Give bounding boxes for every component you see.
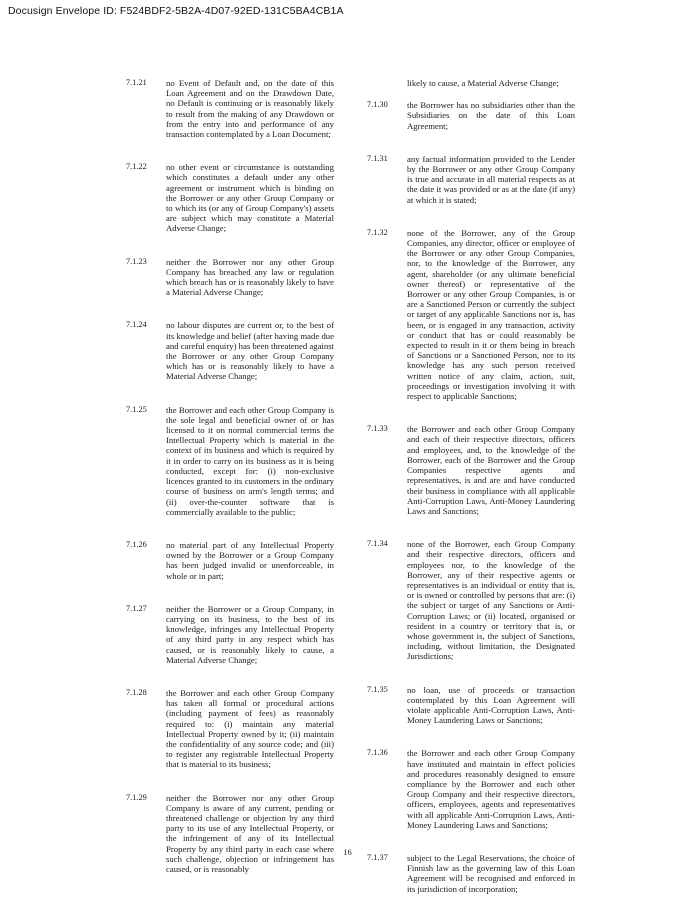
clause-number: 7.1.31 xyxy=(367,153,388,163)
clause-text: no other event or circumstance is outstanding which constitutes a default under any other agreement or instrument which is binding on the Borrower or any other Group Company or to which its (or any of Group Company's) assets are subject which may constitute a Material Adverse Change; xyxy=(166,162,334,234)
clause-text: none of the Borrower, each Group Company and their respective directors, officers and employees nor, to the knowledge of the Borrower, any of their respective agents or representatives is an individual or entity that is, or is owned or controlled by persons that are: (i) the subject or target of any Sanctions or Anti-Corruption Laws; or (ii) located, organised or resident in a country or territory that is, or whose government is, the subject of Sanctions, including, without limitation, the Designated Jurisdictions; xyxy=(407,539,575,662)
clause-number: 7.1.32 xyxy=(367,227,388,237)
clause-number: 7.1.22 xyxy=(126,162,147,172)
clause-7-1-33 xyxy=(367,424,575,516)
clause-number: 7.1.36 xyxy=(367,748,388,758)
clause-continuation: likely to cause, a Material Adverse Change; xyxy=(407,78,559,88)
right-column xyxy=(367,78,575,917)
clause-7-1-25 xyxy=(126,405,334,517)
clause-7-1-23 xyxy=(126,257,334,298)
clause-7-1-24 xyxy=(126,320,334,381)
clause-7-1-32 xyxy=(367,228,575,401)
clause-number: 7.1.29 xyxy=(126,792,147,802)
clause-7-1-35 xyxy=(367,685,575,726)
clause-7-1-22 xyxy=(126,162,334,233)
clause-7-1-27 xyxy=(126,604,334,665)
clause-number: 7.1.28 xyxy=(126,687,147,697)
clause-7-1-34 xyxy=(367,539,575,661)
clause-number: 7.1.23 xyxy=(126,256,147,266)
clause-number: 7.1.21 xyxy=(126,78,147,87)
clause-number: 7.1.30 xyxy=(367,100,388,110)
clause-number: 7.1.35 xyxy=(367,684,388,694)
clause-number: 7.1.33 xyxy=(367,424,388,434)
clause-7-1-28 xyxy=(126,688,334,770)
docusign-envelope-id: Docusign Envelope ID: F524BDF2-5B2A-4D07-92ED-131C5BA4CB1A xyxy=(8,5,344,17)
clause-text: any factual information provided to the Lender by the Borrower or any other Group Company is true and accurate in all material respects as at the date it was provided or as at the date (if any) at which it is stated; xyxy=(407,153,575,205)
clause-text: the Borrower and each other Group Company is the sole legal and beneficial owner of or has licensed to it on normal commercial terms the Intellectual Property which is material in the context of its business and which is required by it in order to carry on its business as it is being conducted, except for: (i) non-exclusive licences granted to its customers in the ordinary course of business on arm's length terms; and (ii) over-the-counter software that is commercially available to the public; xyxy=(166,404,334,517)
clause-7-1-36 xyxy=(367,748,575,830)
clause-number: 7.1.27 xyxy=(126,603,147,613)
clause-number: 7.1.24 xyxy=(126,320,147,330)
clause-7-1-31 xyxy=(367,154,575,205)
clause-number: 7.1.37 xyxy=(367,852,388,862)
clause-text: neither the Borrower nor any other Group Company is aware of any current, pending or threatened challenge or objection by any third party to its use of any Intellectual Property, or the infringement of any of its Intellectual Property by any third party in each case where such challenge, objection or infringement has caused, or is reasonably xyxy=(166,792,334,874)
clause-number: 7.1.34 xyxy=(367,539,388,549)
clause-text: neither the Borrower nor any other Group Company has breached any law or regulation which breach has or is reasonably likely to have a Material Adverse Change; xyxy=(166,256,334,298)
clause-text: the Borrower has no subsidiaries other than the Subsidiaries on the date of this Loan Agreement; xyxy=(407,100,575,131)
clause-text: the Borrower and each other Group Company have instituted and maintain in effect policies and procedures reasonably designed to ensure compliance by the Borrower and each other Group Company and their respective directors, officers, employees, agents and representatives with all applicable Anti-Corruption Laws, Anti-Money Laundering Laws and Sanctions; xyxy=(407,748,575,830)
clause-text: none of the Borrower, any of the Group Companies, any director, officer or employee of the Borrower or any other Group Companies, nor, to the knowledge of the Borrower, any agent, shareholder (or any ultimate beneficial owner thereof) or representative of the Borrower or any other Group Companies, is or are a Sanctioned Person or currently the subject or target of any applicable Sanctions nor is, has been, or is engaged in any transaction, activity or conduct that has or could reasonably be expected to result in it or them being in breach of Sanctions or a Sanctioned Person, nor to its knowledge has any such person received written notice of any claim, action, suit, proceedings or investigation involving it with respect to applicable Sanctions; xyxy=(407,227,575,402)
clause-text: subject to the Legal Reservations, the choice of Finnish law as the governing law of this Loan Agreement will be recognised and enforced in its jurisdiction of incorporation; xyxy=(407,852,575,894)
left-column xyxy=(126,78,334,897)
clause-7-1-37 xyxy=(367,853,575,894)
clause-text: no Event of Default and, on the date of this Loan Agreement and on the Drawdown Date, no Default is continuing or is reasonably likely to result from the making of any Drawdown or from the entry into and performance of any transaction contemplated by a Loan Document; xyxy=(166,78,334,140)
clause-text: no loan, use of proceeds or transaction contemplated by this Loan Agreement will violate applicable Anti-Corruption Laws, Anti-Money Laundering Laws or Sanctions; xyxy=(407,684,575,726)
clause-7-1-30 xyxy=(367,100,575,131)
clause-7-1-26 xyxy=(126,540,334,581)
clause-text: no material part of any Intellectual Property owned by the Borrower or a Group Company has been judged invalid or unenforceable, in whole or in part; xyxy=(166,539,334,581)
clause-7-1-29 xyxy=(126,793,334,875)
clause-text: no labour disputes are current or, to the best of its knowledge and belief (after having made due and careful enquiry) has been threatened against the Borrower or any other Group Company which has or is reasonably likely to have a Material Adverse Change; xyxy=(166,320,334,382)
clause-text: the Borrower and each other Group Company has taken all formal or procedural actions (including payment of fees) as reasonably required to: (i) maintain any material Intellectual Property owned by it; (ii) maintain the confidentiality of any source code; and (iii) to register any registrable Intellectual Property that is material to its business; xyxy=(166,687,334,770)
clause-7-1-21 xyxy=(126,78,334,139)
clause-number: 7.1.25 xyxy=(126,404,147,414)
clause-number: 7.1.26 xyxy=(126,539,147,549)
page-number: 16 xyxy=(343,847,352,857)
clause-text: the Borrower and each other Group Company and each of their respective directors, officers and employees, and, to the knowledge of the Borrower, each of the Borrower and the Group Companies respective agents and representatives, is and are and have conducted their business in compliance with all applicable Anti-Corruption Laws, Anti-Money Laundering Laws and Sanctions; xyxy=(407,424,575,516)
clause-text: neither the Borrower or a Group Company, in carrying on its business, to the best of its knowledge, infringes any Intellectual Property of any third party in any respect which has caused, or is reasonably likely to cause, a Material Adverse Change; xyxy=(166,603,334,665)
